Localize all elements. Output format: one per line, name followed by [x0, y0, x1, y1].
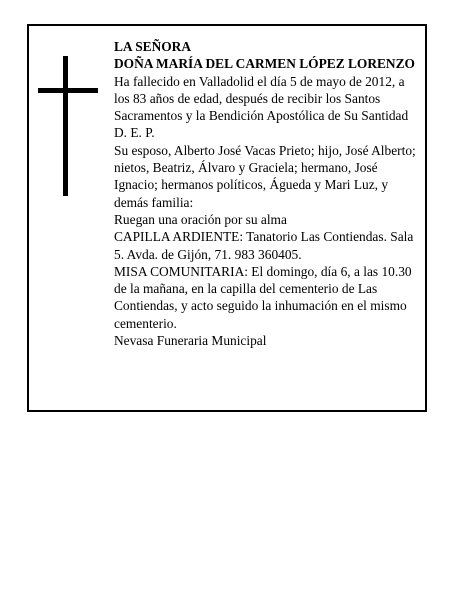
notice-heading-title: LA SEÑORA	[114, 39, 192, 54]
deceased-name: DOÑA MARÍA DEL CARMEN LÓPEZ LORENZO	[114, 56, 415, 72]
latin-cross-icon	[38, 56, 98, 196]
cross-vertical-bar	[63, 56, 68, 196]
funeral-home: Nevasa Funeraria Municipal	[114, 333, 267, 349]
prayer-request: Ruegan una oración por su alma	[114, 211, 287, 227]
family-list: Su esposo, Alberto José Vacas Prieto; hijo, José Alberto; nietos, Beatriz, Álvaro y Graciela; hermano, José Ignacio; hermanos políticos, Águeda y Mari Luz, y demás familia:	[114, 142, 416, 210]
rip-line: D. E. P.	[114, 125, 155, 141]
chapel-info: CAPILLA ARDIENTE: Tanatorio Las Contiendas. Sala 5. Avda. de Gijón, 71. 983 360405.	[114, 229, 414, 262]
notice-text	[114, 38, 418, 349]
cross-horizontal-bar	[38, 88, 98, 93]
mass-info: MISA COMUNITARIA: El domingo, día 6, a las 10.30 de la mañana, en la capilla del cementerio de Las Contiendas, y acto seguido la inhumación en el mismo cementerio.	[114, 263, 412, 331]
death-announcement: Ha fallecido en Valladolid el día 5 de mayo de 2012, a los 83 años de edad, después de recibir los Santos Sacramentos y la Bendición Apostólica de Su Santidad	[114, 73, 409, 124]
